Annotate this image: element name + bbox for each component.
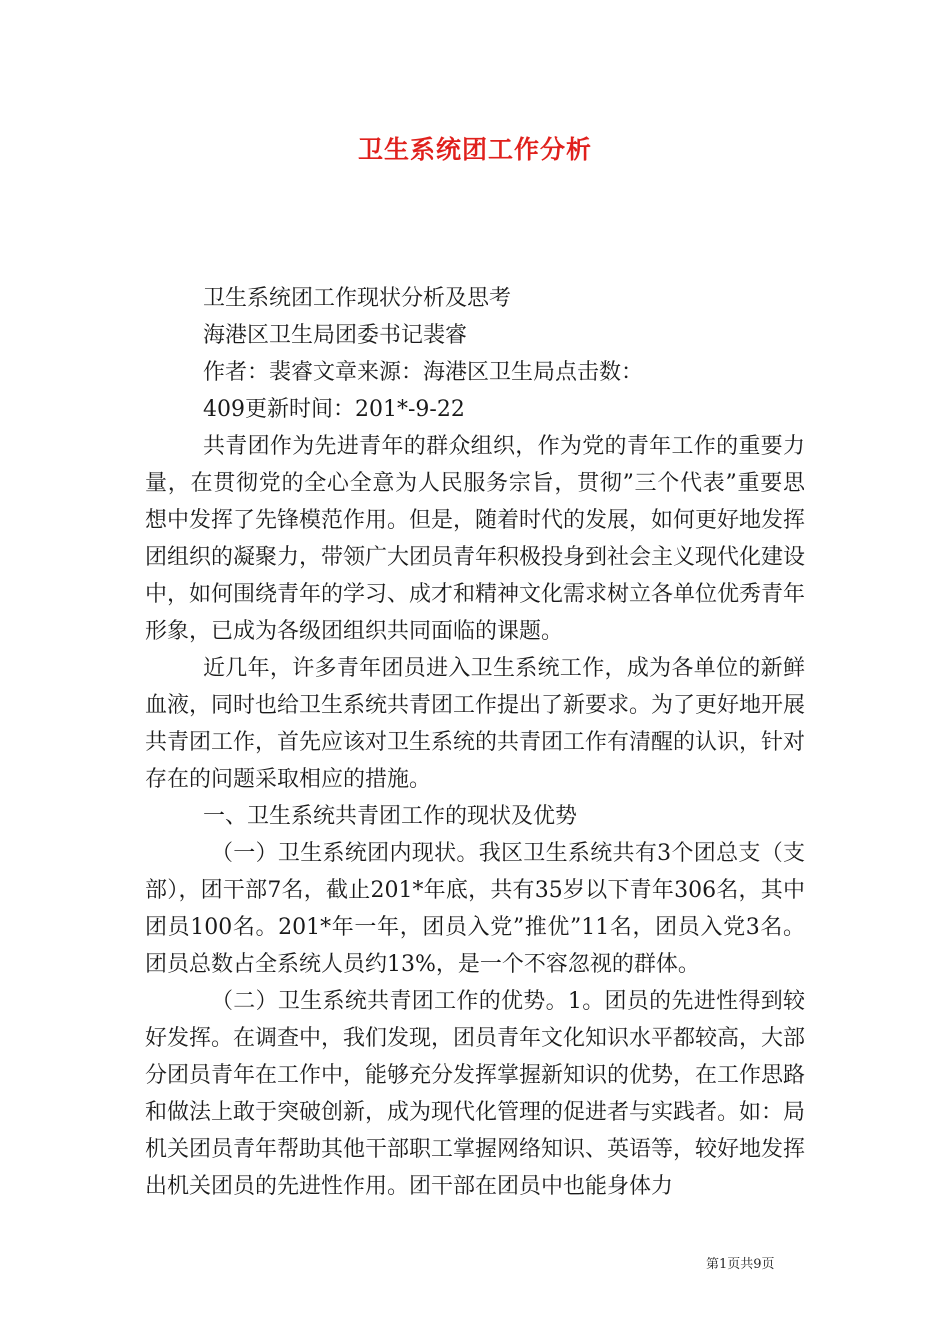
- body-paragraph: 共青团作为先进青年的群众组织，作为党的青年工作的重要力量，在贯彻党的全心全意为人民服务宗旨，贯彻”三个代表”重要思想中发挥了先锋模范作用。但是，随着时代的发展，如何更好地发挥团组织的凝聚力，带领广大团员青年积极投身到社会主义现代化建设中，如何围绕青年的学习、成才和精神文化需求树立各单位优秀青年形象，已成为各级团组织共同面临的课题。: [145, 434, 806, 644]
- sub-section-paragraph: （二）卫生系统共青团工作的优势。1。团员的先进性得到较好发挥。在调查中，我们发现，团员青年文化知识水平都较高，大部分团员青年在工作中，能够充分发挥掌握新知识的优势，在工作思路和做法上敢于突破创新，成为现代化管理的促进者与实践者。如：局机关团员青年帮助其他干部职工掌握网络知识、英语等，较好地发挥出机关团员的先进性作用。团干部在团员中也能身体力: [145, 989, 806, 1199]
- document-title: 卫生系统团工作分析: [357, 135, 592, 164]
- meta-line-source: 作者：裴睿文章来源：海港区卫生局点击数：: [203, 360, 644, 385]
- meta-line-author-position: 海港区卫生局团委书记裴睿: [203, 323, 468, 348]
- page-number-footer: 第1页共9页: [706, 1257, 775, 1272]
- sub-section-paragraph: （一）卫生系统团内现状。我区卫生系统共有3个团总支（支部），团干部7名，截止201*年底，共有35岁以下青年306名，其中团员100名。201*年一年，团员入党”推优”11名，团员入党3名。团员总数占全系统人员约13%，是一个不容忽视的群体。: [145, 841, 805, 977]
- document-body: [145, 280, 805, 1205]
- meta-line-subtitle: 卫生系统团工作现状分析及思考: [203, 286, 512, 311]
- section-heading: 一、卫生系统共青团工作的现状及优势: [203, 804, 578, 829]
- meta-line-update-time: 409更新时间：201*-9-22: [203, 397, 465, 422]
- body-paragraph: 近几年，许多青年团员进入卫生系统工作，成为各单位的新鲜血液，同时也给卫生系统共青团工作提出了新要求。为了更好地开展共青团工作，首先应该对卫生系统的共青团工作有清醒的认识，针对存在的问题采取相应的措施。: [145, 656, 806, 792]
